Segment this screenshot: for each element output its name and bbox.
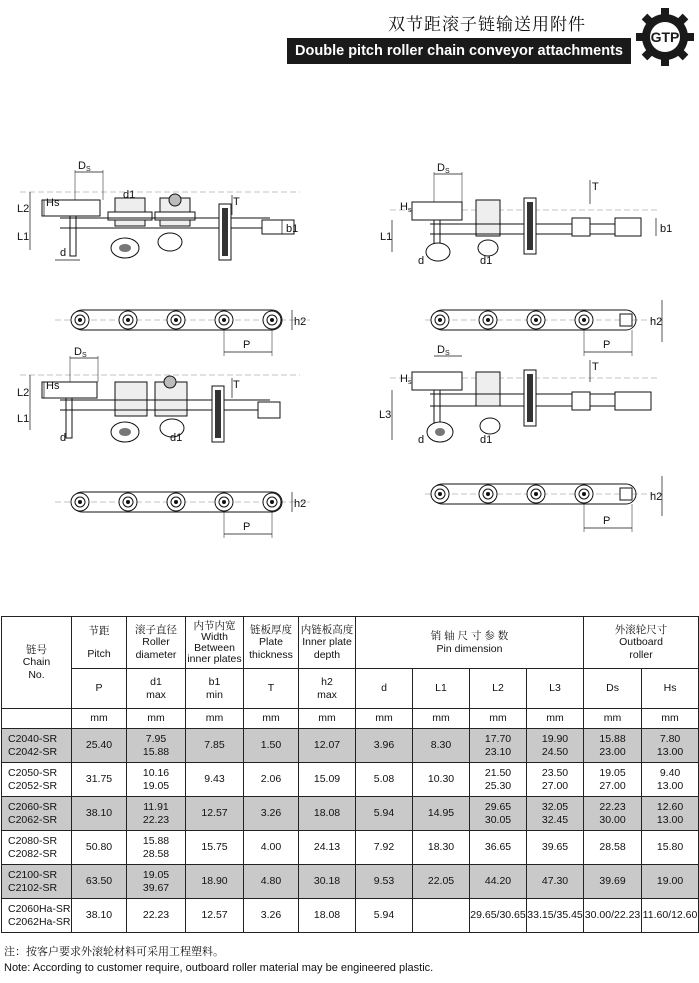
table-cell: 22.23 (127, 899, 186, 933)
drawing-7-side-view (379, 344, 660, 446)
svg-text:D: D (437, 344, 445, 356)
spec-table (1, 616, 699, 933)
svg-text:P: P (603, 515, 611, 527)
svg-text:P: P (243, 339, 251, 351)
table-cell: 12.57 (186, 899, 244, 933)
svg-text:T: T (233, 196, 240, 208)
table-cell: 30.18 (299, 865, 356, 899)
page-title-en: Double pitch roller chain conveyor attachments (287, 38, 631, 64)
table-cell: 39.65 (527, 831, 584, 865)
table-row (2, 865, 699, 899)
table-cell: 30.00/22.23 (584, 899, 642, 933)
note-cn: 注：按客户要求外滚轮材料可采用工程塑料。 (4, 946, 224, 958)
svg-text:P: P (243, 521, 251, 533)
table-cell: 15.75 (186, 831, 244, 865)
table-cell: 21.50 25.30 (470, 763, 527, 797)
table-cell: 33.15/35.45 (527, 899, 584, 933)
table-row (2, 729, 699, 763)
table-cell: 38.10 (72, 797, 127, 831)
table-cell: 12.60 13.00 (642, 797, 699, 831)
table-cell: 3.96 (356, 729, 413, 763)
svg-text:s: s (408, 207, 412, 214)
table-cell: 5.94 (356, 797, 413, 831)
drawing-4-plan-view (55, 492, 310, 538)
table-cell: 12.57 (186, 797, 244, 831)
header-outboard: 外滚轮尺寸 Outboard roller (584, 617, 699, 669)
table-cell: 29.65 30.05 (470, 797, 527, 831)
svg-text:d: d (60, 247, 67, 259)
table-cell: 3.26 (244, 797, 299, 831)
table-cell: 7.92 (356, 831, 413, 865)
svg-text:D: D (437, 162, 445, 174)
table-cell (413, 899, 470, 933)
svg-text:b1: b1 (286, 223, 299, 235)
svg-text:s: s (408, 379, 412, 386)
table-cell: 39.69 (584, 865, 642, 899)
table-cell: 25.40 (72, 729, 127, 763)
table-cell: 12.07 (299, 729, 356, 763)
table-cell: 19.00 (642, 865, 699, 899)
page-title-cn: 双节距滚子链输送用附件 (388, 15, 586, 34)
table-cell: 9.40 13.00 (642, 763, 699, 797)
table-cell: 9.53 (356, 865, 413, 899)
drawing-1-side-view (17, 160, 300, 260)
header-width: 内节内宽 Width Between inner plates (186, 617, 244, 669)
table-cell: C2080-SR C2082-SR (2, 831, 72, 865)
note-en: Note: According to customer require, outboard roller material may be engineered plastic. (4, 962, 434, 974)
svg-text:Hs: Hs (46, 197, 60, 209)
table-cell: 7.80 13.00 (642, 729, 699, 763)
svg-text:P: P (603, 339, 611, 351)
table-cell: 4.00 (244, 831, 299, 865)
table-cell: C2050-SR C2052-SR (2, 763, 72, 797)
table-cell: 15.88 28.58 (127, 831, 186, 865)
table-cell: 17.70 23.10 (470, 729, 527, 763)
svg-text:T: T (592, 181, 599, 193)
drawing-3-side-view (17, 346, 300, 444)
svg-text:L2: L2 (17, 203, 30, 215)
svg-text:S: S (445, 350, 450, 357)
svg-text:Hs: Hs (46, 380, 60, 392)
table-cell: 5.94 (356, 899, 413, 933)
svg-text:d: d (418, 434, 425, 446)
table-cell: 15.09 (299, 763, 356, 797)
notes (4, 944, 433, 976)
svg-text:d1: d1 (123, 189, 136, 201)
table-cell: 10.30 (413, 763, 470, 797)
svg-text:L2: L2 (17, 387, 30, 399)
logo-text: GTP (650, 29, 680, 45)
drawing-5-side-view (380, 162, 672, 267)
drawing-8-plan-view (425, 476, 662, 532)
svg-text:b1: b1 (660, 223, 673, 235)
table-row (2, 899, 699, 933)
svg-text:T: T (592, 361, 599, 373)
table-cell: 29.65/30.65 (470, 899, 527, 933)
header-plate: 链板厚度 Plate thickness (244, 617, 299, 669)
header-pin: 销 轴 尺 寸 参 数 Pin dimension (356, 617, 584, 669)
svg-text:h2: h2 (294, 498, 307, 510)
table-cell: C2060Ha-SR C2062Ha-SR (2, 899, 72, 933)
table-cell: C2060-SR C2062-SR (2, 797, 72, 831)
table-cell: 50.80 (72, 831, 127, 865)
table-cell: 22.23 30.00 (584, 797, 642, 831)
table-cell: 7.95 15.88 (127, 729, 186, 763)
table-cell: 31.75 (72, 763, 127, 797)
table-row (2, 831, 699, 865)
svg-text:S: S (82, 352, 87, 359)
table-cell: 36.65 (470, 831, 527, 865)
table-cell: 15.80 (642, 831, 699, 865)
table-cell: 11.91 22.23 (127, 797, 186, 831)
drawing-2-plan-view (55, 310, 310, 356)
table-cell: 11.60/12.60 (642, 899, 699, 933)
table-cell: 47.30 (527, 865, 584, 899)
svg-text:h2: h2 (650, 491, 663, 503)
header-depth: 内链板高度 Inner plate depth (299, 617, 356, 669)
table-cell: 18.08 (299, 899, 356, 933)
table-cell: 22.05 (413, 865, 470, 899)
table-cell: 1.50 (244, 729, 299, 763)
unit-row: mm mm mm mm mm mm mm mm mm mm mm (2, 709, 699, 729)
svg-text:L1: L1 (380, 231, 393, 243)
table-row (2, 763, 699, 797)
svg-text:h2: h2 (650, 316, 663, 328)
table-cell: 4.80 (244, 865, 299, 899)
header-roller: 滚子直径 Roller diameter (127, 617, 186, 669)
table-cell: 63.50 (72, 865, 127, 899)
svg-text:L1: L1 (17, 413, 30, 425)
table-cell: 44.20 (470, 865, 527, 899)
table-cell: 15.88 23.00 (584, 729, 642, 763)
svg-text:L1: L1 (17, 231, 30, 243)
technical-drawings (0, 160, 699, 560)
symbol-row: P d1 max b1 min T h2 max d L1 L2 L3 Ds Hs (2, 669, 699, 709)
svg-text:D: D (74, 346, 82, 358)
svg-text:d: d (60, 432, 67, 444)
table-cell: 18.08 (299, 797, 356, 831)
table-cell: 2.06 (244, 763, 299, 797)
table-row (2, 797, 699, 831)
table-cell: 32.05 32.45 (527, 797, 584, 831)
gtp-logo (636, 8, 694, 66)
svg-text:H: H (400, 373, 408, 385)
table-cell: 9.43 (186, 763, 244, 797)
svg-text:d1: d1 (170, 432, 183, 444)
table-cell: 3.26 (244, 899, 299, 933)
table-cell: 19.05 39.67 (127, 865, 186, 899)
table-cell: C2100-SR C2102-SR (2, 865, 72, 899)
table-cell: 7.85 (186, 729, 244, 763)
svg-text:S: S (445, 168, 450, 175)
svg-text:T: T (233, 379, 240, 391)
svg-text:h2: h2 (294, 316, 307, 328)
table-cell: 8.30 (413, 729, 470, 763)
table-cell: 23.50 27.00 (527, 763, 584, 797)
svg-text:H: H (400, 201, 408, 213)
table-cell: 19.05 27.00 (584, 763, 642, 797)
header-chain: 链号 Chain No. (2, 617, 72, 709)
svg-text:D: D (78, 160, 86, 172)
table-cell: 38.10 (72, 899, 127, 933)
svg-text:d: d (418, 255, 425, 267)
svg-text:d1: d1 (480, 255, 493, 267)
table-cell: 18.30 (413, 831, 470, 865)
svg-text:S: S (86, 166, 91, 173)
table-cell: 5.08 (356, 763, 413, 797)
table-cell: 10.16 19.05 (127, 763, 186, 797)
table-cell: 19.90 24.50 (527, 729, 584, 763)
table-cell: C2040-SR C2042-SR (2, 729, 72, 763)
table-cell: 14.95 (413, 797, 470, 831)
table-cell: 28.58 (584, 831, 642, 865)
table-cell: 24.13 (299, 831, 356, 865)
svg-text:L3: L3 (379, 409, 392, 421)
header-pitch: 节距 Pitch (72, 617, 127, 669)
table-cell: 18.90 (186, 865, 244, 899)
drawing-6-plan-view (425, 300, 662, 356)
svg-text:d1: d1 (480, 434, 493, 446)
